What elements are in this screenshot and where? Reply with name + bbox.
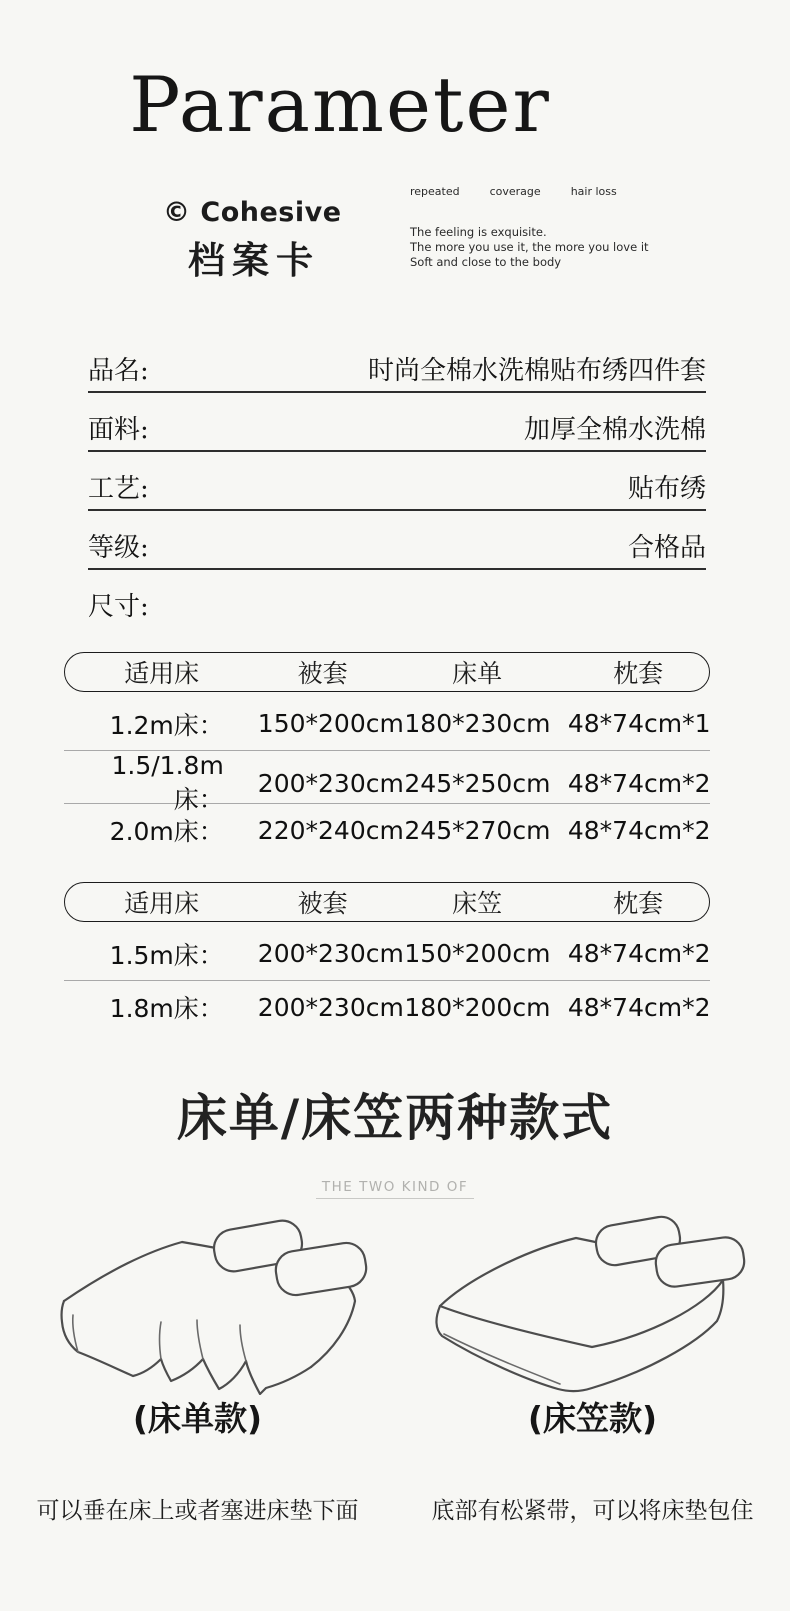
row-label: 2.0m床： (109, 817, 224, 846)
slogan (410, 225, 650, 270)
row-label: 1.2m床： (109, 710, 224, 740)
column-header: 被套 (297, 889, 348, 918)
spec-label: 面料: (88, 415, 149, 445)
page-title: Parameter (129, 60, 551, 149)
table-row (64, 927, 710, 980)
spec-label: 品名: (88, 356, 149, 386)
cell-fitted-sheet: 180*200cm (404, 992, 551, 1022)
variant-description-flat-sheet: 可以垂在床上或者塞进床垫下面 (36, 1498, 359, 1524)
spec-row-product-name (88, 334, 706, 393)
spec-label: 等级: (88, 533, 149, 563)
fitted-sheet-bed-illustration (404, 1205, 772, 1395)
bed-illustrations (18, 1205, 772, 1395)
spec-value: 合格品 (627, 533, 706, 563)
table-header-pill (64, 882, 710, 922)
cell-pillowcase: 48*74cm*2 (567, 939, 711, 968)
brand-logo: © Cohesive (163, 197, 342, 228)
slogan-line: The feeling is exquisite. (410, 225, 547, 239)
cell-fitted-sheet: 150*200cm (404, 939, 551, 968)
brand-subtitle: 档案卡 (188, 239, 320, 282)
spec-value: 贴布绣 (627, 474, 706, 504)
variant-captions (0, 1492, 790, 1525)
cell-flat-sheet: 245*270cm (404, 815, 551, 845)
spec-label: 尺寸: (88, 592, 149, 622)
size-table-flat-sheet (64, 652, 710, 856)
slogan-line: Soft and close to the body (410, 255, 562, 269)
row-label: 1.8m床： (109, 994, 224, 1023)
variant-name-flat-sheet: (床单款) (132, 1399, 263, 1438)
column-header: 适用床 (124, 659, 200, 688)
variant-labels (0, 1393, 790, 1440)
variant-name-fitted-sheet: (床笠款) (527, 1399, 658, 1438)
feature-tag: repeated (410, 185, 460, 198)
row-label: 1.5/1.8m床： (111, 751, 224, 814)
column-header: 枕套 (613, 659, 664, 688)
column-header: 被套 (297, 659, 348, 688)
cell-pillowcase: 48*74cm*2 (567, 769, 711, 798)
spec-row-grade (88, 511, 706, 570)
table-header-pill (64, 652, 710, 692)
cell-duvet-cover: 150*200cm (257, 709, 404, 738)
cell-duvet-cover: 200*230cm (257, 769, 404, 798)
cell-pillowcase: 48*74cm*1 (567, 709, 711, 738)
feature-tag: coverage (489, 185, 541, 198)
column-header: 床单 (452, 659, 503, 688)
feature-tags (410, 185, 650, 198)
table-row (64, 750, 711, 814)
cell-flat-sheet: 245*250cm (404, 769, 551, 798)
table-rows (64, 697, 710, 856)
column-header: 床笠 (452, 889, 503, 918)
column-header: 枕套 (613, 889, 664, 918)
cell-pillowcase: 48*74cm*2 (567, 815, 711, 845)
cell-pillowcase: 48*74cm*2 (567, 992, 711, 1022)
styles-section-title: 床单/床笠两种款式 (176, 1089, 614, 1147)
styles-section-subtitle: THE TWO KIND OF (316, 1179, 474, 1199)
spec-row-size (88, 570, 706, 629)
cell-duvet-cover: 200*230cm (257, 939, 404, 968)
spec-value: 时尚全棉水洗棉贴布绣四件套 (367, 356, 706, 386)
cell-flat-sheet: 180*230cm (404, 709, 551, 738)
spec-label: 工艺: (88, 474, 149, 504)
feature-tag: hair loss (570, 185, 617, 198)
row-label: 1.5m床： (109, 940, 224, 970)
spec-value: 加厚全棉水洗棉 (523, 415, 706, 445)
spec-row-fabric (88, 393, 706, 452)
header-tagline (410, 185, 650, 270)
table-rows (64, 927, 710, 1033)
flat-sheet-bed-illustration (18, 1205, 386, 1395)
column-header: 适用床 (124, 889, 200, 918)
spec-row-craft (88, 452, 706, 511)
styles-subtitle-wrap (0, 1176, 790, 1199)
cell-duvet-cover: 200*230cm (257, 992, 404, 1022)
table-row (64, 697, 710, 750)
variant-description-fitted-sheet: 底部有松紧带，可以将床垫包住 (431, 1498, 754, 1524)
slogan-line: The more you use it, the more you love it (410, 240, 649, 254)
table-row (64, 980, 710, 1033)
size-table-fitted-sheet (64, 882, 710, 1033)
spec-list (88, 334, 706, 629)
cell-duvet-cover: 220*240cm (257, 815, 404, 845)
